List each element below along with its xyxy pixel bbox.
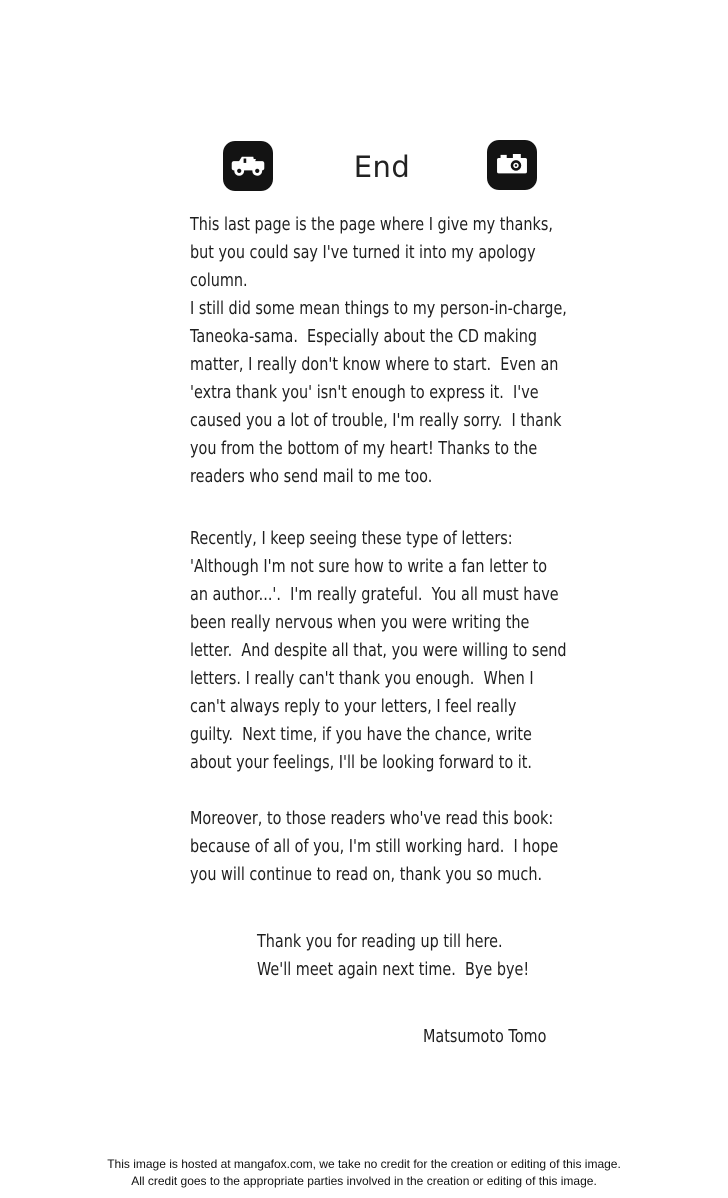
text-line: but you could say I've turned it into my apology xyxy=(190,242,536,263)
text-line: letter. And despite all that, you were willing to send xyxy=(190,640,567,661)
text-line: about your feelings, I'll be looking forward to it. xyxy=(190,752,533,773)
text-line: because of all of you, I'm still working hard. I hope xyxy=(190,836,559,857)
text-line: Recently, I keep seeing these type of letters: xyxy=(190,528,513,549)
letter-paragraph-3 xyxy=(190,805,670,889)
hosting-disclaimer xyxy=(0,1156,728,1190)
signature-block xyxy=(423,1023,670,1051)
disclaimer-line-1: This image is hosted at mangafox.com, we take no credit for the creation or editing of this image. xyxy=(107,1157,621,1171)
text-line: you from the bottom of my heart! Thanks to the xyxy=(190,438,538,459)
text-line: We'll meet again next time. Bye bye! xyxy=(257,959,530,980)
text-line: 'Although I'm not sure how to write a fan letter to xyxy=(190,556,548,577)
text-line: Thank you for reading up till here. xyxy=(257,931,503,952)
text-line: guilty. Next time, if you have the chance, write xyxy=(190,724,532,745)
afterword-letter xyxy=(190,211,670,1051)
letter-paragraph-1 xyxy=(190,211,670,491)
text-line: you will continue to read on, thank you so much. xyxy=(190,864,543,885)
text-line: caused you a lot of trouble, I'm really sorry. I thank xyxy=(190,410,562,431)
disclaimer-line-2: All credit goes to the appropriate parties involved in the creation or editing of this image. xyxy=(131,1174,597,1188)
text-line: Taneoka-sama. Especially about the CD making xyxy=(190,326,538,347)
text-line: I still did some mean things to my person-in-charge, xyxy=(190,298,567,319)
jeep-car-icon xyxy=(223,141,273,191)
closing-lines xyxy=(257,928,670,984)
text-line: letters. I really can't thank you enough. When I xyxy=(190,668,534,689)
author-signature: Matsumoto Tomo xyxy=(423,1026,547,1047)
text-line: readers who send mail to me too. xyxy=(190,466,433,487)
text-line: matter, I really don't know where to start. Even an xyxy=(190,354,559,375)
text-line: column. xyxy=(190,270,248,291)
camera-icon xyxy=(487,140,537,190)
text-line: been really nervous when you were writing the xyxy=(190,612,530,633)
text-line: can't always reply to your letters, I feel really xyxy=(190,696,517,717)
text-line: This last page is the page where I give my thanks, xyxy=(190,214,553,235)
text-line: an author...'. I'm really grateful. You all must have xyxy=(190,584,559,605)
end-title: End xyxy=(353,150,411,184)
letter-paragraph-2 xyxy=(190,525,670,777)
text-line: 'extra thank you' isn't enough to express it. I've xyxy=(190,382,539,403)
text-line: Moreover, to those readers who've read this book: xyxy=(190,808,554,829)
